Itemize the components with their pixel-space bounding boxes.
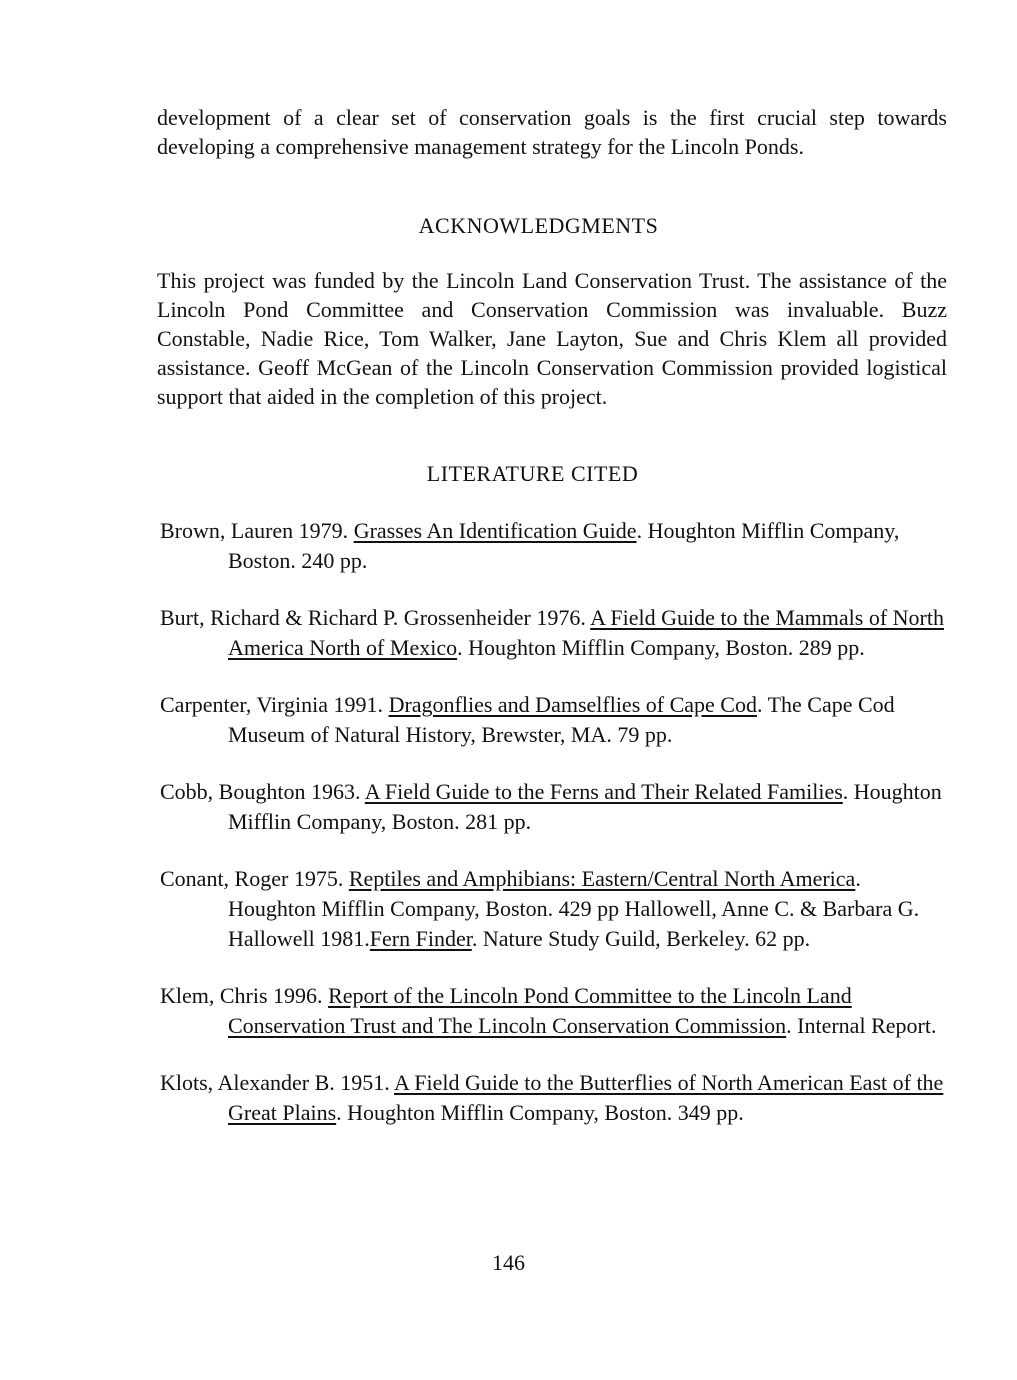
reference-publisher: . Internal Report. xyxy=(786,1013,937,1038)
reference-klots-1951 xyxy=(160,1068,950,1128)
reference-title: A Field Guide to the Mammals of North America North of Mexico xyxy=(228,605,944,660)
literature-cited-heading: LITERATURE CITED xyxy=(426,461,639,486)
reference-author-year: Klots, Alexander B. 1951. xyxy=(160,1070,395,1095)
reference-conant-1975 xyxy=(160,864,950,954)
reference-cobb-1963 xyxy=(160,777,950,837)
reference-publisher-secondary: . Nature Study Guild, Berkeley. 62 pp. xyxy=(471,926,811,951)
reference-burt-1976 xyxy=(160,603,950,663)
reference-author-year: Burt, Richard & Richard P. Grossenheider 1976. xyxy=(160,605,591,630)
reference-author-year: Brown, Lauren 1979. xyxy=(160,518,354,543)
reference-carpenter-1991 xyxy=(160,690,950,750)
reference-title: Reptiles and Amphibians: Eastern/Central North America xyxy=(348,866,856,891)
reference-author-year: Conant, Roger 1975. xyxy=(160,866,349,891)
reference-title-secondary: Fern Finder xyxy=(369,926,472,951)
reference-title: A Field Guide to the Ferns and Their Related Families xyxy=(364,779,843,804)
reference-author-year: Klem, Chris 1996. xyxy=(160,983,329,1008)
reference-title: Report of the Lincoln Pond Committee to the Lincoln Land Conservation Trust and The Lincoln Conservation Commission xyxy=(228,983,852,1038)
reference-author-year: Cobb, Boughton 1963. xyxy=(160,779,365,804)
reference-title: A Field Guide to the Butterflies of North American East of the Great Plains xyxy=(228,1070,944,1125)
page-number: 146 xyxy=(492,1250,525,1275)
reference-title: Grasses An Identification Guide xyxy=(353,518,637,543)
reference-list xyxy=(160,516,950,1155)
reference-publisher: . Houghton Mifflin Company, Boston. 349 pp. xyxy=(336,1100,744,1125)
reference-publisher: . The Cape Cod Museum of Natural History, Brewster, MA. 79 pp. xyxy=(228,692,895,747)
reference-publisher: . Houghton Mifflin Company, Boston. 289 pp. xyxy=(457,635,865,660)
reference-title: Dragonflies and Damselflies of Cape Cod xyxy=(388,692,757,717)
reference-klem-1996 xyxy=(160,981,950,1041)
reference-publisher: . Houghton Mifflin Company, Boston. 240 pp. xyxy=(228,518,900,573)
intro-paragraph: development of a clear set of conservation goals is the first crucial step towards developing a comprehensive management strategy for the Lincoln Ponds. xyxy=(157,105,947,159)
acknowledgments-body: This project was funded by the Lincoln Land Conservation Trust. The assistance of the Lincoln Pond Committee and Conservation Commission was invaluable. Buzz Constable, Nadie Rice, Tom Walker, Jane Layton, Sue and Chris Klem all provided assistance. Geoff McGean of the Lincoln Conservation Commission provided logistical support that aided in the completion of this project. xyxy=(157,268,947,409)
reference-publisher: . Houghton Mifflin Company, Boston. 429 pp Hallowell, Anne C. & Barbara G. Hallowell 1981. xyxy=(228,866,920,951)
reference-publisher: . Houghton Mifflin Company, Boston. 281 pp. xyxy=(228,779,942,834)
reference-brown-1979 xyxy=(160,516,950,576)
acknowledgments-heading: ACKNOWLEDGMENTS xyxy=(418,213,659,238)
reference-author-year: Carpenter, Virginia 1991. xyxy=(160,692,389,717)
